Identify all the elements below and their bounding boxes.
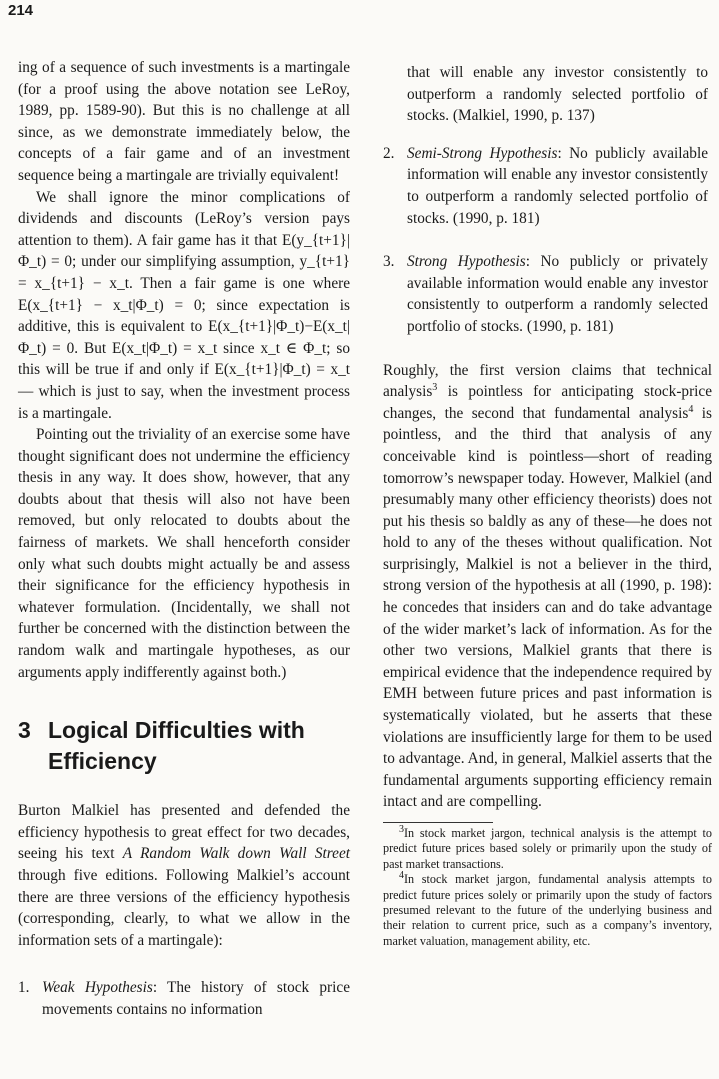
list-head-semi-strong: Semi-Strong Hypothesis [407,144,558,162]
semi-strong-hypothesis-text: : No publicly available information will enable any investor consistently to outperform a randomly selected portfolio of stocks. (1990, p. 181) [407,144,708,227]
list-item-strong-hypothesis [383,251,712,337]
list-head-strong: Strong Hypothesis [407,253,526,271]
list-marker: 1. [18,979,30,997]
malkiel-intro-text-b: through five editions. Following Malkiel’s account there are three versions of the efficiency hypothesis (corresponding, clearly, to what we allow in the information sets of a martingale): [18,867,350,949]
strong-hypothesis-text: : No publicly or privately available information would enable any investor consistently to outperform a randomly selected portfolio of stocks. (1990, p. 181) [407,253,708,335]
paragraph-martingale-derivation: We shall ignore the minor complications of dividends and discounts (LeRoy’s version pays attention to them). A fair game has it that E(y_{t+1}|Φ_t) = 0; under our simplifying assumption, y_{t+1} = x_{t+1} − x_t. Then a fair game is one where E(x_{t+1} − x_t|Φ_t) = 0; since expectation is additive, this is equivalent to E(x_{t+1}|Φ_t)−E(x_t|Φ_t) = 0. But E(x_t|Φ_t) = x_t since x_t ∈ Φ_t; so this will be true if and only if E(x_{t+1}|Φ_t) = x_t — which is just to say, when the investment process is a martingale. [18,188,350,422]
list-text [407,251,712,337]
section-title: Logical Difficulties with Efficiency [48,717,305,775]
list-item-weak-hypothesis [18,977,350,1020]
weak-hypothesis-text: : The history of stock price movements contains no information [42,979,350,1018]
malkiel-intro-text-a: Burton Malkiel has presented and defended the efficiency hypothesis to great effect for two decades, seeing his text [18,802,350,863]
right-column [383,62,712,949]
paragraph-malkiel-versions [383,360,712,813]
list-item-weak-hypothesis-continued [383,62,712,127]
footnote-ref-3: 3 [432,382,438,394]
weak-hypothesis-continued-text: that will enable any investor consistently to outperform a randomly selected portfolio of stocks. (Malkiel, 1990, p. 137) [407,64,708,125]
footnote-divider [383,822,493,823]
versions-text-c: is pointless, and the third that analysis of any conceivable kind is pointless—short of reading tomorrow’s newspaper today. However, Malkiel (and presumably many other efficiency theorists) does not put his thesis so baldly as any of these—he does not hold to any of the theses without qualification. Not surprisingly, Malkiel is not a believer in the third, strong version of the hypothesis at all (1990, p. 198): he concedes that insiders can and do take advantage of the wider market’s lack of information. As for the other two versions, Malkiel grants that there is empirical evidence that the independence required by EMH between future prices and past information is systematically violated, but he asserts that these violations are insufficiently large for them to be used to advantage. And, in general, Malkiel asserts that the fundamental arguments supporting efficiency remain intact and are compelling. [383,404,712,811]
footnote-3 [383,823,712,872]
footnote-4 [383,872,712,949]
section-number: 3 [18,717,31,744]
versions-text-a: Roughly, the first version claims that technical analysis [383,361,712,401]
list-marker-empty [383,62,407,127]
paragraph-triviality: Pointing out the triviality of an exercise some have thought significant does not undermine the efficiency thesis in any way. It does show, however, that any doubts about that thesis will also not have been removed, but only relocated to doubts about the fairness of markets. We shall henceforth consider only what such doubts might actually be and assess their significance for the efficiency hypothesis in whatever formulation. (Incidentally, we shall not further be concerned with the distinction between the random walk and martingale hypotheses, as our arguments apply indifferently against both.) [18,426,350,681]
footnote-mark-3: 3 [399,823,404,835]
list-text [407,143,712,229]
book-title: A Random Walk down Wall Street [122,845,350,863]
versions-text-b: is pointless for anticipating stock-price changes, the second that fundamental analysis [383,383,712,422]
paragraph-fair-game-proof: ing of a sequence of such investments is a martingale (for a proof using the above notation see LeRoy, 1989, pp. 1589-90). But this is no challenge at all since, as we demonstrate immediately below, the concepts of a fair game and of an investment sequence being a martingale are trivially equivalent! [18,59,350,184]
footnote-ref-4: 4 [688,403,694,415]
footnote-3-text: In stock market jargon, technical analysis is the attempt to predict future prices based solely or primarily upon the study of past market transactions. [383,826,712,871]
section-heading [18,715,350,777]
list-text [42,977,350,1020]
list-marker: 2. [383,144,395,162]
page-number: 214 [8,2,34,19]
list-item-semi-strong-hypothesis [383,143,712,229]
hypothesis-list-continued [383,62,712,338]
footnote-4-text: In stock market jargon, fundamental analysis attempts to predict future prices solely or primarily upon the study of factors presumed relevant to the future of the underlying business and their relation to current price, such as a company’s inventory, market valuation, management ability, etc. [383,872,712,948]
list-marker: 3. [383,253,395,271]
left-column [18,57,350,1021]
footnote-mark-4: 4 [399,870,404,882]
paragraph-malkiel-intro [18,800,350,951]
list-head-weak: Weak Hypothesis [42,979,153,997]
hypothesis-list-start [18,977,350,1020]
